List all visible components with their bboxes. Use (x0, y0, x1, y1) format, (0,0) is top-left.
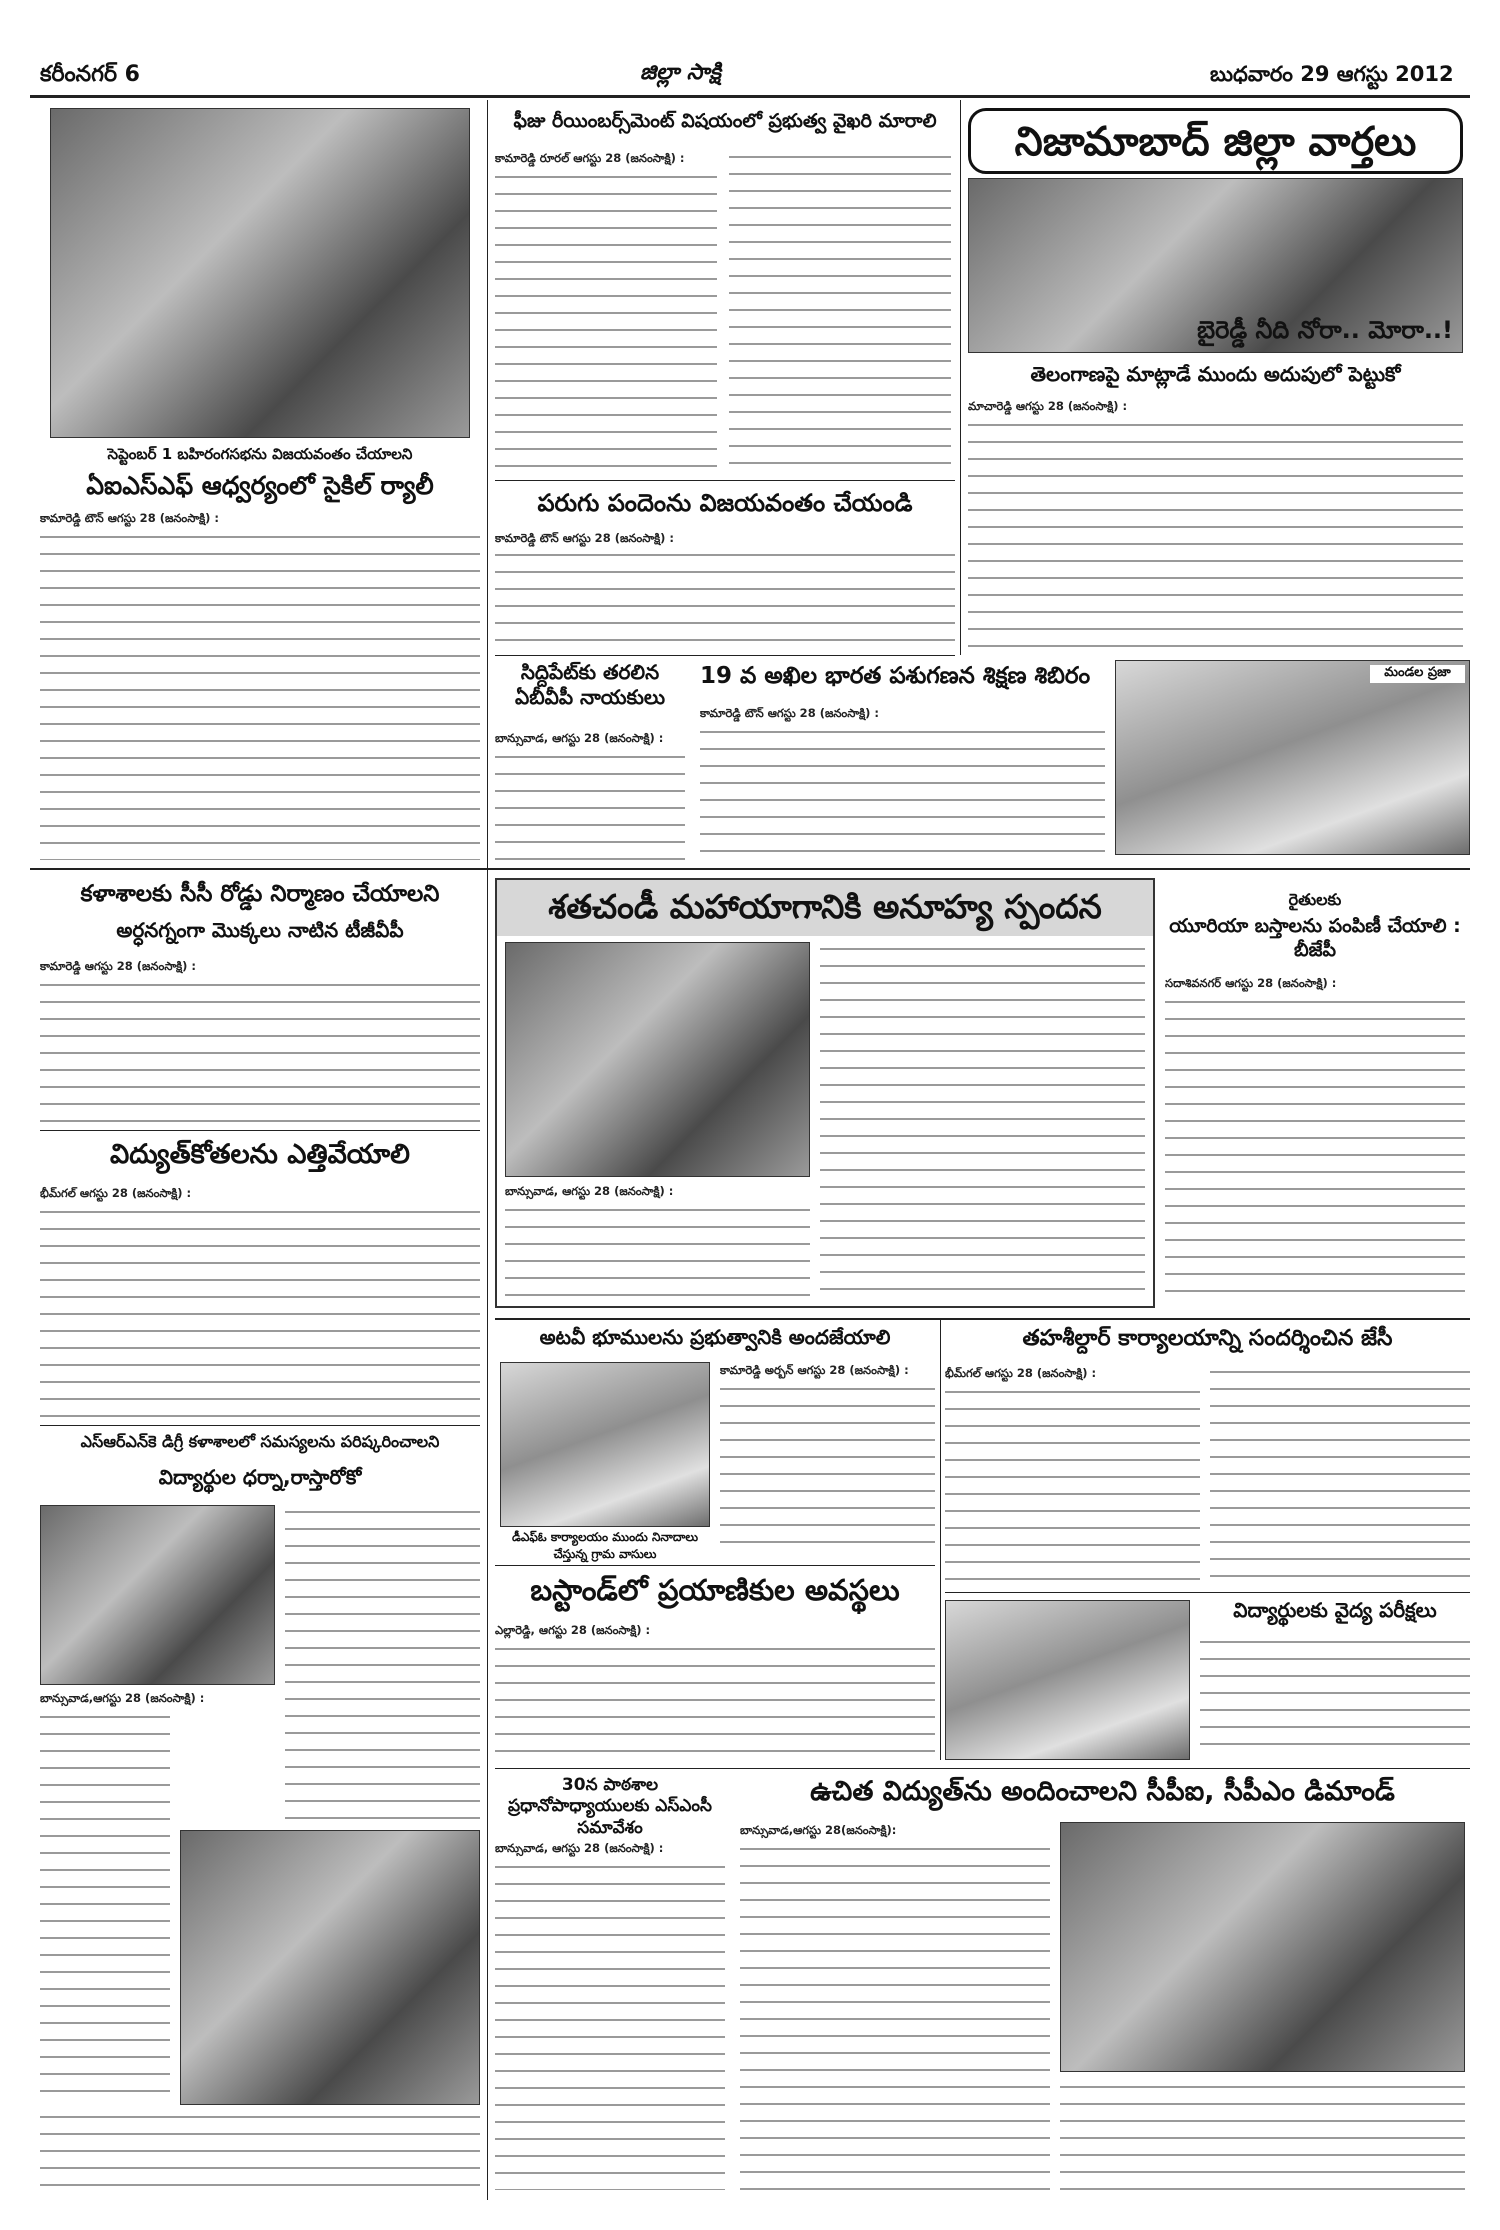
telangana-headline: తెలంగాణపై మాట్లాడే ముందు అదుపులో పెట్టుకో (1030, 362, 1401, 386)
column-rule (487, 100, 488, 870)
degree-college-dateline: బాన్సువాడ,ఆగస్టు 28 (జనంసాక్షి) : (40, 1691, 205, 1705)
column-rule (960, 100, 961, 655)
cc-road-subhead: అర్ధనగ్నంగా మొక్కలు నాటిన టీజీవీపీ (116, 918, 404, 942)
bus-stand-body (495, 1642, 935, 1762)
bairreddy-headline: బైరెడ్డీ నీది నోరా.. మోరా..! (1197, 316, 1453, 344)
animal-husbandry-photo (1115, 660, 1470, 855)
degree-college-body-right (285, 1505, 480, 1825)
forest-land-dateline: కామారెడ్డి అర్బన్ ఆగస్టు 28 (జనంసాక్షి) : (720, 1363, 909, 1377)
free-power-headline: ఉచిత విద్యుత్‌ను అందించాలని సీపీఐ, సీపీఎం డిమాండ్ (810, 1776, 1395, 1807)
telangana-body (968, 418, 1463, 648)
telangana-dateline: మాచారెడ్డి ఆగస్టు 28 (జనంసాక్షి) : (968, 399, 1128, 413)
fee-reimbursement-body-col2 (729, 150, 951, 470)
animal-husbandry-body (700, 725, 1105, 855)
power-cuts-dateline: భీమ్‌గల్ ఆగస్టు 28 (జనంసాక్షి) : (40, 1186, 192, 1200)
bus-stand-dateline: ఎల్లారెడ్డి, ఆగస్టు 28 (జనంసాక్షి) : (495, 1623, 651, 1637)
cc-road-headline: కళాశాలకు సీసీ రోడ్డు నిర్మాణం చేయాలని (80, 881, 440, 907)
cycle-rally-photo (50, 108, 470, 438)
animal-husbandry-headline: 19 వ అఖిల భారత పశుగణన శిక్షణ శిబిరం (700, 663, 1091, 689)
section-divider (495, 1318, 1470, 1320)
divider (40, 1130, 480, 1131)
column-rule (487, 870, 488, 2200)
divider (495, 655, 955, 656)
fee-reimbursement-headline: ఫీజు రీయింబర్స్‌మెంట్ విషయంలో ప్రభుత్వ వైఖరి మారాలి (513, 110, 937, 132)
page-section-label: కరీంనగర్ 6 (40, 62, 140, 87)
degree-college-body-bottom (40, 2110, 480, 2190)
free-power-dateline: బాన్సువాడ,ఆగస్టు 28(జనంసాక్షి): (740, 1823, 897, 1837)
column-rule (940, 1320, 941, 1760)
section-divider (735, 1768, 1470, 1769)
urea-headline: యూరియా బస్తాలను పంపిణీ చేయాలి : బీజేపీ (1169, 915, 1461, 961)
yagam-dateline: బాన్సువాడ, ఆగస్టు 28 (జనంసాక్షి) : (505, 1184, 674, 1198)
headmasters-headline: 30న పాఠశాల ప్రధానోపాధ్యాయులకు ఎస్ఎంసీ సమావేశం (508, 1775, 712, 1838)
siddipet-body (495, 750, 685, 860)
medical-body-right (1200, 1635, 1470, 1760)
power-cuts-headline: విద్యుత్‌కోతలను ఎత్తివేయాలి (110, 1139, 410, 1170)
siddipet-dateline: బాన్సువాడ, ఆగస్టు 28 (జనంసాక్షి) : (495, 731, 664, 745)
race-dateline: కామారెడ్డి టౌన్ ఆగస్టు 28 (జనంసాక్షి) : (495, 531, 674, 545)
free-power-body-right (1060, 2080, 1465, 2190)
tahsildar-body-col1 (945, 1385, 1200, 1585)
tahsildar-dateline: భీమ్‌గల్ ఆగస్టు 28 (జనంసాక్షి) : (945, 1366, 1097, 1380)
animal-husbandry-photo-caption: మండల ప్రజా (1370, 665, 1465, 683)
yagam-headline: శతచండీ మహాయాగానికి అనూహ్య స్పందన (497, 880, 1153, 936)
yagam-body-right (820, 942, 1145, 1297)
bus-stand-headline: బస్టాండ్‌లో ప్రయాణికుల అవస్థలు (530, 1573, 900, 1607)
cycle-rally-body (40, 530, 480, 860)
newspaper-logo: జిల్లా సాక్షి (640, 60, 721, 85)
forest-land-photo (500, 1362, 710, 1527)
fee-reimbursement-body-col1 (495, 170, 717, 470)
forest-land-body (720, 1382, 935, 1557)
urea-body (1165, 995, 1465, 1305)
headmasters-body (495, 1860, 725, 2190)
forest-land-headline: అటవీ భూములను ప్రభుత్వానికి అందజేయాలి (539, 1325, 891, 1349)
urea-kicker: రైతులకు (1288, 890, 1342, 909)
cc-road-body (40, 978, 480, 1123)
degree-college-body-left (40, 1710, 170, 2105)
yagam-photo (505, 942, 810, 1177)
degree-college-headline: ఎస్ఆర్ఎన్‌కె డిగ్రీ కళాశాలలో సమస్యలను పరిష్కరించాలని (80, 1432, 440, 1451)
cycle-rally-photo-caption: సెప్టెంబర్ 1 బహిరంగసభను విజయవంతం చేయాలని (107, 445, 413, 463)
siddipet-headline: సిద్దిపేట్‌కు తరలిన ఏబీవీపీ నాయకులు (514, 660, 665, 709)
tahsildar-headline: తహశీల్దార్ కార్యాలయాన్ని సందర్శించిన జేసీ (1022, 1326, 1393, 1351)
forest-land-photo-caption: డీఎఫ్‌ఓ కార్యాలయం ముందు నినాదాలు చేస్తున్న గ్రామ వాసులు (511, 1530, 698, 1561)
power-cuts-body (40, 1205, 480, 1420)
urea-dateline: సదాశివనగర్ ఆగస్టు 28 (జనంసాక్షి) : (1165, 976, 1337, 990)
issue-date: బుధవారం 29 ఆగస్టు 2012 (1210, 62, 1454, 86)
headmasters-dateline: బాన్సువాడ, ఆగస్టు 28 (జనంసాక్షి) : (495, 1841, 664, 1855)
free-power-photo (1060, 1822, 1465, 2072)
section-divider (30, 868, 1470, 870)
divider (40, 1425, 480, 1426)
degree-college-photo-bottom (180, 1830, 480, 2105)
cc-road-dateline: కామారెడ్డి ఆగస్టు 28 (జనంసాక్షి) : (40, 959, 197, 973)
divider (495, 1565, 935, 1566)
cycle-rally-headline: ఏఐఎస్ఎఫ్ ఆధ్వర్యంలో సైకిల్ ర్యాలీ (86, 471, 434, 500)
medical-photo (945, 1600, 1190, 1760)
divider (495, 480, 955, 481)
yagam-body-left (505, 1203, 810, 1298)
cycle-rally-dateline: కామారెడ్డి టౌన్ ఆగస్టు 28 (జనంసాక్షి) : (40, 511, 219, 525)
tahsildar-body-col2 (1210, 1365, 1470, 1585)
fee-reimbursement-dateline: కామారెడ్డి రూరల్ ఆగస్టు 28 (జనంసాక్షి) : (495, 151, 685, 165)
district-news-banner: నిజామాబాద్ జిల్లా వార్తలు (968, 108, 1463, 174)
animal-husbandry-dateline: కామారెడ్డి టౌన్ ఆగస్టు 28 (జనంసాక్షి) : (700, 706, 879, 720)
race-headline: పరుగు పందెంను విజయవంతం చేయండి (537, 489, 913, 517)
free-power-body (740, 1842, 1050, 2192)
degree-college-photo-top (40, 1505, 275, 1685)
divider (945, 1592, 1470, 1593)
medical-headline: విద్యార్థులకు వైద్య పరీక్షలు (1233, 1598, 1437, 1622)
race-body (495, 548, 955, 648)
degree-college-subhead: విద్యార్థుల ధర్నా,రాస్తారోకో (158, 1465, 362, 1489)
